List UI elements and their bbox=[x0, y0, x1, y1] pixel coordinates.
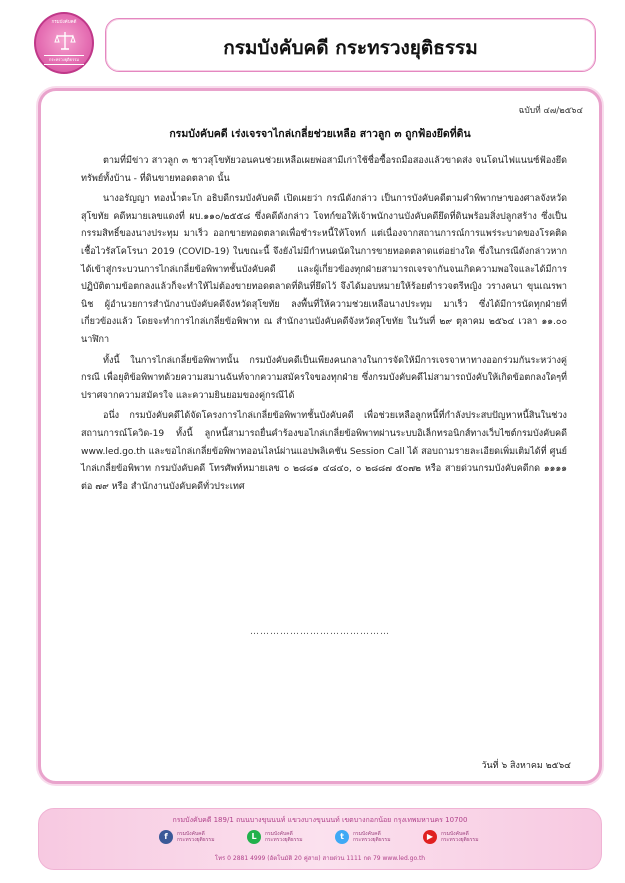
document-body bbox=[81, 153, 567, 499]
document-frame bbox=[38, 88, 602, 784]
social-links bbox=[39, 829, 601, 845]
paragraph: นางอรัญญา ทองน้ำตะโก อธิบดีกรมบังคับคดี เปิดเผยว่า กรณีดังกล่าว เป็นการบังคับคดีตามคำพิพากษาของศาลจังหวัดสุโขทัย คดีหมายเลขแดงที่ ผบ.๑๑๐/๒๕๕๘ ซึ่งคดีดังกล่าว โจทก์ขอให้เจ้าพนักงานบังคับคดียึดที่ดินพร้อมสิ่งปลูกสร้าง ซึ่งเป็นกรรมสิทธิ์ของนางประทุม มาเร็ว ออกขายทอดตลาดเพื่อชำระหนี้ให้โจทก์ แต่เนื่องจากสถานการณ์การแพร่ระบาดของโรคติดเชื้อไวรัสโคโรนา 2019 (COVID-19) ในขณะนี้ จึงยังไม่มีกำหนดนัดในการขายทอดตลาดแต่อย่างใด ซึ่งในกรณีดังกล่าวหากได้เข้าสู่กระบวนการไกล่เกลี่ยข้อพิพาทชั้นบังคับคดี และผู้เกี่ยวข้องทุกฝ่ายสามารถเจรจากันจนเกิดความพอใจและได้มีการปฏิบัติตามข้อตกลงแล้วก็จะทำให้ไม่ต้องขายทอดตลาดที่ดินที่ยึดไว้ จึงได้มอบหมายให้ร้อยตำรวจตรีหญิง วรางคนา ขุนเณรพานิช ผู้อำนวยการสำนักงานบังคับคดีจังหวัดสุโขทัย ลงพื้นที่ให้ความช่วยเหลือนางประทุม มาเร็ว ซึ่งได้มีการนัดทุกฝ่ายที่เกี่ยวข้องแล้ว โดยจะทำการไกล่เกลี่ยข้อพิพาท ณ สำนักงานบังคับคดีจังหวัดสุโขทัย ในวันที่ ๒๙ ตุลาคม ๒๕๖๔ เวลา ๑๑.๐๐ นาฬิกา bbox=[81, 194, 567, 345]
separator-line: …………………………………… bbox=[250, 627, 390, 637]
paragraph: ตามที่มีข่าว สาวลูก ๓ ชาวสุโขทัยวอนคนช่วยเหลือเผยพ่อสามีเก่าใช้ชื่อซื้อรถมือสองแล้วขาดส่ง จนโดนไฟแนนซ์ฟ้องยึดทรัพย์ทั้งบ้าน - ที่ดินขายทอดตลาด นั้น bbox=[81, 156, 567, 184]
social-link-youtube[interactable] bbox=[423, 829, 481, 845]
social-label: กรมบังคับคดี กระทรวงยุติธรรม bbox=[353, 831, 391, 843]
social-label: กรมบังคับคดี กระทรวงยุติธรรม bbox=[265, 831, 303, 843]
footer-contact: โทร 0 2881 4999 (อัตโนมัติ 20 คู่สาย) สายด่วน 1111 กด 79 www.led.go.th bbox=[214, 855, 426, 862]
social-link-twitter[interactable] bbox=[335, 829, 393, 845]
youtube-icon: ▶ bbox=[423, 830, 437, 844]
header-banner bbox=[105, 18, 596, 72]
social-link-facebook[interactable] bbox=[159, 829, 217, 845]
department-logo bbox=[34, 12, 94, 74]
paragraph: ทั้งนี้ ในการไกล่เกลี่ยข้อพิพาทนั้น กรมบังคับคดีเป็นเพียงคนกลางในการจัดให้มีการเจรจาหาทางออกร่วมกันระหว่างคู่กรณี เพื่อยุติข้อพิพาทด้วยความสมานฉันท์จากความสมัครใจของทุกฝ่าย ซึ่งกรมบังคับคดีไม่สามารถบังคับให้เกิดข้อตกลงใดๆที่ปราศจากความสมัครใจ และความยินยอมของคู่กรณีได้ bbox=[81, 355, 567, 401]
social-label: กรมบังคับคดี กระทรวงยุติธรรม bbox=[177, 831, 215, 843]
social-link-line[interactable] bbox=[247, 829, 305, 845]
footer-address: กรมบังคับคดี 189/1 ถนนบางขุนนนท์ แขวงบางขุนนนท์ เขตบางกอกน้อย กรุงเทพมหานคร 10700 bbox=[172, 816, 468, 824]
social-label: กรมบังคับคดี กระทรวงยุติธรรม bbox=[441, 831, 479, 843]
line-icon: L bbox=[247, 830, 261, 844]
logo-text-top: กรมบังคับคดี bbox=[51, 20, 77, 25]
facebook-icon: f bbox=[159, 830, 173, 844]
logo-text-band: กระทรวงยุติธรรม bbox=[44, 55, 84, 65]
paragraph: อนึ่ง กรมบังคับคดีได้จัดโครงการไกล่เกลี่ยข้อพิพาทชั้นบังคับคดี เพื่อช่วยเหลือลูกหนี้ที่กำลังประสบปัญหาหนี้สินในช่วงสถานการณ์โควิด-19 ทั้งนี้ ลูกหนี้สามารถยื่นคำร้องขอไกล่เกลี่ยข้อพิพาทผ่านระบบอิเล็กทรอนิกส์ทางเว็บไซต์กรมบังคับคดี www.led.go.th และขอไกล่เกลี่ยข้อพิพาทออนไลน์ผ่านแอปพลิเคชัน Session Call ได้ สอบถามรายละเอียดเพิ่มเติมได้ที่ ศูนย์ไกล่เกลี่ยข้อพิพาท กรมบังคับคดี โทรศัพท์หมายเลข ๐ ๒๘๘๑ ๔๘๔๐, ๐ ๒๘๘๗ ๕๐๗๒ หรือ สายด่วนกรมบังคับคดีกด ๑๑๑๑ ต่อ ๗๙ หรือ สำนักงานบังคับคดีทั่วประเทศ bbox=[81, 411, 567, 492]
scales-emblem-icon bbox=[54, 30, 76, 52]
footer-bar bbox=[38, 808, 602, 870]
page-title: กรมบังคับคดี กระทรวงยุติธรรม bbox=[223, 37, 478, 59]
document-date: วันที่ ๖ สิงหาคม ๒๕๖๔ bbox=[481, 761, 571, 771]
twitter-icon: t bbox=[335, 830, 349, 844]
document-title: กรมบังคับคดี เร่งเจรจาไกล่เกลี่ยช่วยเหลือ สาวลูก ๓ ถูกฟ้องยึดที่ดิน bbox=[169, 128, 471, 140]
reference-number: ฉบับที่ ๔๗/๒๕๖๔ bbox=[518, 106, 583, 116]
